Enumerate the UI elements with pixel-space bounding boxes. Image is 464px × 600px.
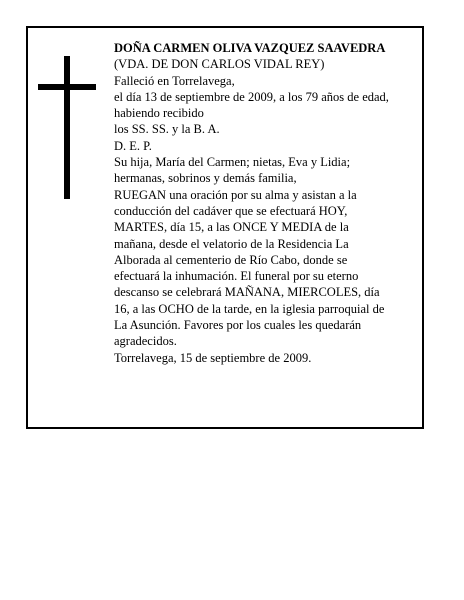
text-line: MARTES, día 15, a las ONCE Y MEDIA de la [114, 220, 349, 235]
obituary-text [114, 40, 422, 366]
widow-of-line: (VDA. DE DON CARLOS VIDAL REY) [114, 57, 325, 72]
cross-horizontal-bar [38, 84, 96, 90]
cross-icon [38, 56, 96, 199]
obituary-notice [26, 26, 424, 429]
text-line: agradecidos. [114, 334, 177, 349]
text-line: Su hija, María del Carmen; nietas, Eva y Lidia; [114, 155, 351, 170]
text-line: Falleció en Torrelavega, [114, 73, 235, 88]
text-line: los SS. SS. y la B. A. [114, 122, 220, 137]
text-line: mañana, desde el velatorio de la Residencia La [114, 236, 349, 251]
cross-vertical-bar [64, 56, 70, 199]
text-line: hermanas, sobrinos y demás familia, [114, 171, 297, 186]
text-line: conducción del cadáver que se efectuará HOY, [114, 203, 348, 218]
text-line: habiendo recibido [114, 106, 204, 121]
deceased-name: DOÑA CARMEN OLIVA VAZQUEZ SAAVEDRA [114, 41, 386, 55]
text-line: D. E. P. [114, 138, 152, 153]
text-line: 16, a las OCHO de la tarde, en la iglesia parroquial de [114, 301, 385, 316]
text-line: descanso se celebrará MAÑANA, MIERCOLES, día [114, 285, 380, 300]
text-line: RUEGAN una oración por su alma y asistan a la [114, 187, 357, 202]
text-line: el día 13 de septiembre de 2009, a los 79 años de edad, [114, 89, 389, 104]
date-place-line: Torrelavega, 15 de septiembre de 2009. [114, 350, 312, 365]
text-line: La Asunción. Favores por los cuales les quedarán [114, 318, 362, 333]
text-line: Alborada al cementerio de Río Cabo, donde se [114, 252, 348, 267]
text-line: efectuará la inhumación. El funeral por su eterno [114, 269, 359, 284]
